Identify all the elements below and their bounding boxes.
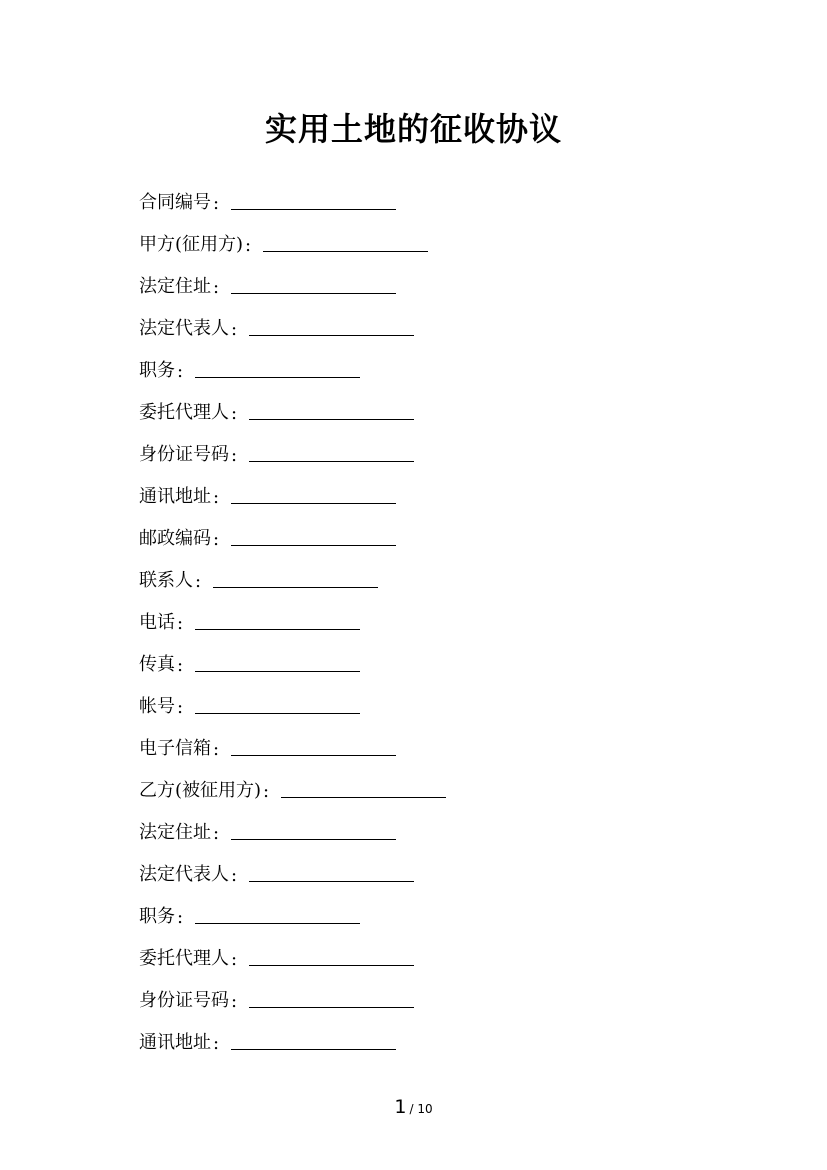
field-label: 职务: [139, 360, 175, 381]
field-row-authorized-agent: [139, 382, 699, 424]
field-row-telephone: [139, 592, 699, 634]
field-label: 法定住址: [139, 276, 211, 297]
field-colon: :: [245, 235, 252, 256]
field-label: 乙方(被征用方): [139, 780, 262, 801]
fill-in-blank: [231, 209, 396, 210]
field-colon: :: [177, 361, 184, 382]
field-colon: :: [177, 697, 184, 718]
field-row-mailing-address: [139, 466, 699, 508]
field-colon: :: [231, 949, 238, 970]
field-colon: :: [195, 571, 202, 592]
field-label: 电子信箱: [139, 738, 211, 759]
field-colon: :: [213, 529, 220, 550]
field-colon: :: [231, 445, 238, 466]
field-row-fax: [139, 634, 699, 676]
field-colon: :: [263, 781, 270, 802]
field-colon: :: [177, 907, 184, 928]
field-colon: :: [177, 613, 184, 634]
field-label: 法定代表人: [139, 318, 229, 339]
page-number: 1: [394, 1096, 407, 1118]
field-colon: :: [213, 277, 220, 298]
fill-in-blank: [195, 671, 360, 672]
field-label: 合同编号: [139, 192, 211, 213]
field-row-id-number-b: [139, 970, 699, 1012]
fill-in-blank: [231, 545, 396, 546]
field-row-contract-number: [139, 172, 699, 214]
field-row-postal-code: [139, 508, 699, 550]
field-label: 联系人: [139, 570, 193, 591]
fill-in-blank: [281, 797, 446, 798]
field-colon: :: [213, 1033, 220, 1054]
document-title: 实用土地的征收协议: [264, 110, 562, 148]
field-row-account-number: [139, 676, 699, 718]
field-label: 法定住址: [139, 822, 211, 843]
field-row-authorized-agent-b: [139, 928, 699, 970]
field-colon: :: [231, 403, 238, 424]
page-total: / 10: [409, 1102, 433, 1116]
field-label: 邮政编码: [139, 528, 211, 549]
fill-in-blank: [231, 1049, 396, 1050]
fill-in-blank: [249, 461, 414, 462]
fill-in-blank: [231, 503, 396, 504]
field-row-email: [139, 718, 699, 760]
fill-in-blank: [213, 587, 378, 588]
fill-in-blank: [249, 1007, 414, 1008]
field-label: 法定代表人: [139, 864, 229, 885]
field-row-party-b: [139, 760, 699, 802]
fill-in-blank: [231, 755, 396, 756]
field-label: 身份证号码: [139, 990, 229, 1011]
field-row-id-number: [139, 424, 699, 466]
field-colon: :: [213, 487, 220, 508]
field-row-legal-representative-b: [139, 844, 699, 886]
field-label: 帐号: [139, 696, 175, 717]
field-colon: :: [213, 193, 220, 214]
field-colon: :: [213, 739, 220, 760]
fill-in-blank: [263, 251, 428, 252]
field-label: 通讯地址: [139, 486, 211, 507]
field-row-position-b: [139, 886, 699, 928]
fill-in-blank: [195, 923, 360, 924]
field-row-position: [139, 340, 699, 382]
field-list: [139, 172, 699, 1054]
field-colon: :: [177, 655, 184, 676]
fill-in-blank: [249, 881, 414, 882]
field-colon: :: [231, 865, 238, 886]
fill-in-blank: [195, 377, 360, 378]
field-label: 职务: [139, 906, 175, 927]
fill-in-blank: [231, 293, 396, 294]
field-label: 委托代理人: [139, 948, 229, 969]
field-label: 委托代理人: [139, 402, 229, 423]
field-colon: :: [213, 823, 220, 844]
page-footer: [0, 1096, 827, 1118]
field-row-mailing-address-b: [139, 1012, 699, 1054]
field-label: 身份证号码: [139, 444, 229, 465]
field-label: 甲方(征用方): [139, 234, 244, 255]
field-label: 通讯地址: [139, 1032, 211, 1053]
fill-in-blank: [249, 965, 414, 966]
field-row-legal-representative: [139, 298, 699, 340]
field-row-party-a: [139, 214, 699, 256]
fill-in-blank: [231, 839, 396, 840]
field-row-contact-person: [139, 550, 699, 592]
fill-in-blank: [249, 335, 414, 336]
field-colon: :: [231, 991, 238, 1012]
fill-in-blank: [195, 629, 360, 630]
fill-in-blank: [195, 713, 360, 714]
field-row-legal-address-b: [139, 802, 699, 844]
field-colon: :: [231, 319, 238, 340]
field-label: 电话: [139, 612, 175, 633]
field-label: 传真: [139, 654, 175, 675]
field-row-legal-address: [139, 256, 699, 298]
fill-in-blank: [249, 419, 414, 420]
